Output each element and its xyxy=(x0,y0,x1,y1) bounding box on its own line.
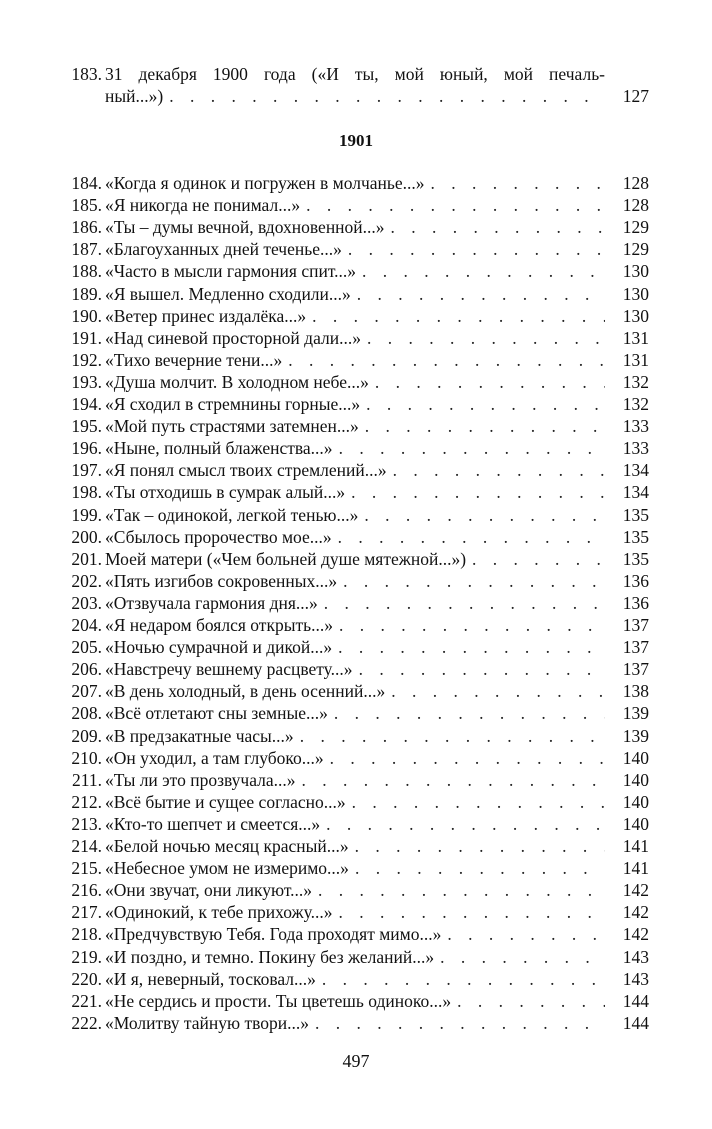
entry-title-line1: 31 декабря 1900 года («И ты, мой юный, мой печаль- xyxy=(105,64,605,84)
entry-title-line2: ный...») xyxy=(105,86,164,106)
entry-body xyxy=(105,813,649,835)
toc-entry xyxy=(64,548,649,570)
entry-page: 134 xyxy=(622,482,649,503)
dot-leader xyxy=(360,393,605,415)
entry-number: 218. xyxy=(71,924,102,945)
entry-title: «Благоуханных дней теченье...» xyxy=(105,239,342,260)
entry-title: «В предзакатные часы...» xyxy=(105,725,294,746)
entry-number: 210. xyxy=(71,747,102,768)
entry-title: «Я понял смысл твоих стремлений...» xyxy=(105,460,387,481)
entry-page: 135 xyxy=(622,526,649,547)
entry-title: «Душа молчит. В холодном небе...» xyxy=(105,371,369,392)
dot-leader xyxy=(385,680,605,702)
dot-leader xyxy=(451,990,605,1012)
entry-title: «Ты ли это прозвучала...» xyxy=(105,769,296,790)
entry-title: «Ты – думы вечной, вдохновенной...» xyxy=(105,217,385,238)
toc-entry xyxy=(64,946,649,968)
dot-leader xyxy=(163,85,605,107)
dot-leader xyxy=(387,459,605,481)
dot-leader xyxy=(332,526,605,548)
entry-page: 135 xyxy=(622,548,649,569)
entry-body xyxy=(105,835,649,857)
entry-body xyxy=(105,548,649,570)
entry-title: «Одинокий, к тебе прихожу...» xyxy=(105,902,333,923)
toc-entry xyxy=(64,592,649,614)
entry-title: «Отзвучала гармония дня...» xyxy=(105,592,318,613)
dot-leader xyxy=(328,702,605,724)
entry-body xyxy=(105,614,649,636)
entry-body xyxy=(105,415,649,437)
entry-number: 195. xyxy=(71,416,102,437)
toc-entry xyxy=(64,857,649,879)
toc-entry xyxy=(64,172,649,194)
entry-title: «И я, неверный, тосковал...» xyxy=(105,968,316,989)
entry-body xyxy=(105,592,649,614)
entry-page: 130 xyxy=(622,305,649,326)
entry-title: «Когда я одинок и погружен в молчанье...» xyxy=(105,173,425,193)
entry-body xyxy=(105,305,649,327)
entry-number: 215. xyxy=(71,858,102,879)
entry-page: 131 xyxy=(622,349,649,370)
entry-number: 219. xyxy=(71,946,102,967)
dot-leader xyxy=(385,216,605,238)
entry-number: 207. xyxy=(71,681,102,702)
toc-entry xyxy=(64,570,649,592)
toc-entry xyxy=(64,680,649,702)
entry-number: 199. xyxy=(71,504,102,525)
entry-number: 185. xyxy=(71,195,102,216)
entry-page: 144 xyxy=(622,1012,649,1033)
entry-number: 212. xyxy=(71,791,102,812)
dot-leader xyxy=(318,592,605,614)
entry-number: 213. xyxy=(71,813,102,834)
dot-leader xyxy=(333,614,605,636)
entry-page: 140 xyxy=(622,769,649,790)
dot-leader xyxy=(312,879,605,901)
toc-entry xyxy=(64,305,649,327)
entry-title: «И поздно, и темно. Покину без желаний...» xyxy=(105,946,435,967)
entry-number: 221. xyxy=(71,990,102,1011)
entry-page: 130 xyxy=(622,261,649,282)
dot-leader xyxy=(324,747,605,769)
toc-entry xyxy=(64,238,649,260)
entry-page: 127 xyxy=(622,86,649,106)
entry-page: 144 xyxy=(622,990,649,1011)
dot-leader xyxy=(359,415,605,437)
entry-number: 188. xyxy=(71,261,102,282)
entry-page: 140 xyxy=(622,747,649,768)
entry-title: «Они звучат, они ликуют...» xyxy=(105,880,313,901)
toc-entry xyxy=(64,769,649,791)
entry-number: 205. xyxy=(71,637,102,658)
dot-leader xyxy=(358,504,605,526)
entry-title: «Я вышел. Медленно сходили...» xyxy=(105,283,351,304)
entry-title: «Небесное умом не измеримо...» xyxy=(105,858,349,879)
entry-body xyxy=(105,481,649,503)
entry-number: 214. xyxy=(71,836,102,856)
dot-leader xyxy=(296,769,605,791)
entry-title: «Пять изгибов сокровенных...» xyxy=(105,570,338,591)
entry-number: 209. xyxy=(71,725,102,746)
toc-entry xyxy=(64,990,649,1012)
dot-leader xyxy=(369,371,605,393)
toc-entry xyxy=(64,835,649,857)
toc-entry xyxy=(64,216,649,238)
entry-page: 140 xyxy=(622,813,649,834)
page-number: 497 xyxy=(342,1051,370,1071)
dot-leader xyxy=(349,835,605,857)
toc-entry xyxy=(64,1012,649,1034)
entry-body xyxy=(105,570,649,592)
entry-number: 220. xyxy=(71,968,102,989)
toc-entry xyxy=(64,283,649,305)
entry-page: 137 xyxy=(622,637,649,658)
toc-entry xyxy=(64,393,649,415)
entry-page: 136 xyxy=(622,592,649,613)
dot-leader xyxy=(441,923,605,945)
entry-body xyxy=(105,901,649,923)
toc-entry xyxy=(64,371,649,393)
entry-number: 197. xyxy=(71,460,102,481)
dot-leader xyxy=(342,238,605,260)
entry-body xyxy=(105,393,649,415)
entry-number: 191. xyxy=(71,327,102,348)
entry-page: 131 xyxy=(622,327,649,348)
toc-entry xyxy=(64,702,649,724)
entry-body xyxy=(105,283,649,305)
entry-body xyxy=(105,194,649,216)
entry-body xyxy=(105,990,649,1012)
entry-number: 184. xyxy=(71,173,102,193)
entry-page: 129 xyxy=(622,239,649,260)
entry-title: «Молитву тайную твори...» xyxy=(105,1012,310,1033)
entry-page: 132 xyxy=(622,371,649,392)
entry-number: 202. xyxy=(71,570,102,591)
entry-page: 142 xyxy=(622,902,649,923)
dot-leader xyxy=(349,857,605,879)
toc-entry xyxy=(64,526,649,548)
entry-number: 187. xyxy=(71,239,102,260)
entry-page: 135 xyxy=(622,504,649,525)
entry-title: «Ветер принес издалёка...» xyxy=(105,305,307,326)
entry-title: «Тихо вечерние тени...» xyxy=(105,349,283,370)
dot-leader xyxy=(345,481,605,503)
toc-entry xyxy=(64,879,649,901)
dot-leader xyxy=(332,901,605,923)
entry-title: «Всё бытие и сущее согласно...» xyxy=(105,791,346,812)
entry-number: 183. xyxy=(71,64,102,84)
entry-title: «Предчувствую Тебя. Года проходят мимо...» xyxy=(105,924,442,945)
entry-number: 186. xyxy=(71,217,102,238)
entry-body xyxy=(105,857,649,879)
entry-number: 211. xyxy=(72,769,102,790)
toc-entry xyxy=(64,747,649,769)
entry-title: «Я никогда не понимал...» xyxy=(105,195,301,216)
entry-number: 193. xyxy=(71,371,102,392)
entry-number: 189. xyxy=(71,283,102,304)
toc-entry xyxy=(64,194,649,216)
entry-number: 200. xyxy=(71,526,102,547)
toc-entry xyxy=(64,260,649,282)
entry-title: «Он уходил, а там глубоко...» xyxy=(105,747,324,768)
entry-body xyxy=(105,702,649,724)
entry-body xyxy=(105,216,649,238)
dot-leader xyxy=(316,968,605,990)
entry-body xyxy=(105,238,649,260)
dot-leader xyxy=(356,260,605,282)
entry-page: 137 xyxy=(622,615,649,635)
entry-body xyxy=(105,172,649,194)
entry-page: 138 xyxy=(622,681,649,702)
entry-page: 139 xyxy=(622,725,649,746)
entry-title: «Кто-то шепчет и смеется...» xyxy=(105,813,321,834)
entry-title: «Не сердись и прости. Ты цветешь одиноко...» xyxy=(105,990,452,1011)
entry-body xyxy=(105,968,649,990)
entry-number: 217. xyxy=(71,902,102,923)
entry-title: «Часто в мысли гармония спит...» xyxy=(105,261,357,282)
toc-entry xyxy=(64,725,649,747)
entry-number: 190. xyxy=(71,305,102,326)
dot-leader xyxy=(306,305,605,327)
entry-page: 128 xyxy=(622,195,649,216)
toc-entry xyxy=(64,923,649,945)
entry-number: 222. xyxy=(71,1012,102,1033)
entry-title: «Всё отлетают сны земные...» xyxy=(105,703,328,724)
entry-number: 198. xyxy=(71,482,102,503)
entry-page: 133 xyxy=(622,416,649,437)
entry-page: 136 xyxy=(622,570,649,591)
entry-body xyxy=(105,260,649,282)
entry-title: «Над синевой просторной дали...» xyxy=(105,327,361,348)
entry-title: «Я сходил в стремнины горные...» xyxy=(105,394,361,414)
entry-number: 201. xyxy=(71,548,102,569)
entry-number: 194. xyxy=(71,394,102,414)
toc-entry xyxy=(64,349,649,371)
dot-leader xyxy=(320,813,605,835)
entry-title: «Так – одинокой, легкой тенью...» xyxy=(105,504,359,525)
toc-entry xyxy=(64,614,649,636)
toc-entry xyxy=(64,481,649,503)
dot-leader xyxy=(337,570,605,592)
entry-number: 216. xyxy=(71,880,102,901)
dot-leader xyxy=(346,791,605,813)
entry-page: 128 xyxy=(622,173,649,193)
entry-title: «Белой ночью месяц красный...» xyxy=(105,836,349,856)
entry-page: 142 xyxy=(622,924,649,945)
entry-title: Моей матери («Чем больней душе мятежной...») xyxy=(105,548,467,569)
toc-entry xyxy=(64,658,649,680)
entry-page: 143 xyxy=(622,946,649,967)
entry-body xyxy=(105,526,649,548)
entry-number: 204. xyxy=(71,615,102,635)
entry-number: 203. xyxy=(71,592,102,613)
entry-body xyxy=(105,791,649,813)
toc-entry xyxy=(64,968,649,990)
dot-leader xyxy=(300,194,605,216)
entry-body xyxy=(105,747,649,769)
toc-entry xyxy=(64,901,649,923)
entry-title: «Ночью сумрачной и дикой...» xyxy=(105,637,333,658)
entry-number: 192. xyxy=(71,349,102,370)
entry-title: «Навстречу вешнему расцвету...» xyxy=(105,659,353,680)
toc-entry xyxy=(64,437,649,459)
entry-title: «Сбылось пророчество мое...» xyxy=(105,526,332,547)
entry-body xyxy=(105,327,649,349)
entry-body xyxy=(105,680,649,702)
entry-page: 143 xyxy=(622,968,649,989)
entry-title: «Ныне, полный блаженства...» xyxy=(105,438,333,459)
dot-leader xyxy=(282,349,605,371)
entry-body xyxy=(105,371,649,393)
entry-body xyxy=(105,658,649,680)
toc-entry xyxy=(64,504,649,526)
entry-page: 141 xyxy=(622,858,649,879)
entry-body xyxy=(105,459,649,481)
dot-leader xyxy=(425,172,605,194)
entry-title: «Я недаром боялся открыть...» xyxy=(105,615,333,635)
entry-body xyxy=(105,1012,649,1034)
dot-leader xyxy=(333,437,605,459)
entry-page: 130 xyxy=(622,283,649,304)
dot-leader xyxy=(351,283,605,305)
entry-body xyxy=(105,879,649,901)
toc-entry xyxy=(64,459,649,481)
toc-entry xyxy=(64,327,649,349)
entry-page: 133 xyxy=(622,438,649,459)
entry-title: «Мой путь страстями затемнен...» xyxy=(105,416,359,437)
toc-entry xyxy=(64,791,649,813)
entry-body xyxy=(105,946,649,968)
entry-body xyxy=(105,504,649,526)
dot-leader xyxy=(332,636,605,658)
toc-entry xyxy=(64,636,649,658)
entry-title: «Ты отходишь в сумрак алый...» xyxy=(105,482,346,503)
dot-leader xyxy=(361,327,605,349)
entry-body xyxy=(105,725,649,747)
entry-body xyxy=(105,636,649,658)
dot-leader xyxy=(434,946,605,968)
entry-number: 196. xyxy=(71,438,102,459)
dot-leader xyxy=(294,725,605,747)
year-heading: 1901 xyxy=(339,131,373,150)
entry-page: 134 xyxy=(622,460,649,481)
toc-entry xyxy=(64,415,649,437)
entry-body xyxy=(105,349,649,371)
entry-page: 142 xyxy=(622,880,649,901)
entry-body xyxy=(105,769,649,791)
entry-page: 129 xyxy=(622,217,649,238)
entry-number: 206. xyxy=(71,659,102,680)
entry-body xyxy=(105,923,649,945)
entry-page: 139 xyxy=(622,703,649,724)
dot-leader xyxy=(353,658,605,680)
dot-leader xyxy=(466,548,605,570)
entry-number: 208. xyxy=(71,703,102,724)
entry-title: «В день холодный, в день осенний...» xyxy=(105,681,386,702)
entry-page: 137 xyxy=(622,659,649,680)
entry-page: 132 xyxy=(622,394,649,414)
entry-body xyxy=(105,437,649,459)
toc-entry xyxy=(64,813,649,835)
dot-leader xyxy=(309,1012,605,1034)
entry-page: 140 xyxy=(622,791,649,812)
entry-page: 141 xyxy=(622,836,649,856)
entry-continuation xyxy=(105,85,649,107)
